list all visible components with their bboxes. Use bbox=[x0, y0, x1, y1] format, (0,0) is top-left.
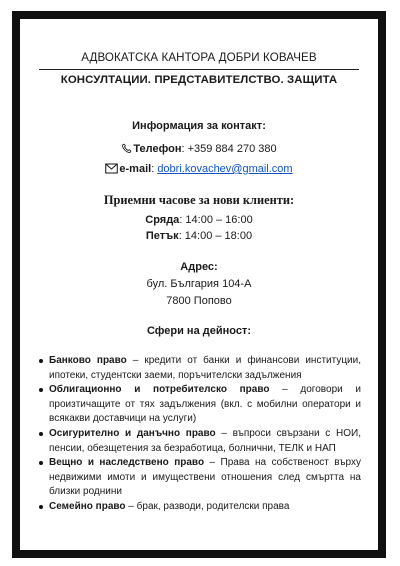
friday-hours: : 14:00 – 18:00 bbox=[178, 230, 253, 242]
list-item bbox=[39, 456, 361, 500]
phone-value: : +359 884 270 380 bbox=[181, 143, 277, 155]
phone-line bbox=[39, 143, 359, 157]
tagline: КОНСУЛТАЦИИ. ПРЕДСТАВИТЕЛСТВО. ЗАЩИТА bbox=[60, 74, 338, 86]
list-item bbox=[39, 354, 361, 383]
field-text: – кредити от банки и финансови институции, ипотеки, студентски заеми, поръчителски задължения bbox=[49, 355, 361, 381]
email-separator: : bbox=[151, 163, 158, 175]
email-line bbox=[39, 163, 359, 177]
address-heading: Адрес: bbox=[180, 261, 218, 273]
page-frame bbox=[12, 11, 386, 558]
phone-label: Телефон bbox=[133, 143, 182, 155]
wednesday-label: Сряда bbox=[145, 214, 180, 226]
field-title: Облигационно и потребителско право bbox=[49, 384, 270, 396]
fields-list bbox=[39, 354, 361, 515]
field-text: – Права на собственост върху недвижими имоти и имуществени отношения след смъртта на близки роднини bbox=[49, 457, 361, 498]
hours-heading: Приемни часове за нови клиенти: bbox=[103, 193, 295, 207]
field-title: Семейно право bbox=[49, 500, 126, 512]
firm-name: АДВОКАТСКА КАНТОРА ДОБРИ КОВАЧЕВ bbox=[81, 51, 317, 64]
field-title: Банково право bbox=[49, 355, 127, 366]
email-label: e-mail bbox=[119, 163, 152, 175]
hours-wednesday bbox=[39, 214, 359, 226]
contact-heading: Информация за контакт: bbox=[132, 120, 266, 132]
field-text: – въпроси свързани с НОИ, пенсии, обезщетения за безработица, болнични, ТЕЛК и НАП bbox=[49, 427, 361, 454]
list-item bbox=[39, 383, 361, 427]
field-title: Вещно и наследствено право bbox=[49, 457, 205, 469]
hours-friday bbox=[39, 230, 359, 242]
list-item bbox=[39, 500, 361, 515]
wednesday-hours: : 14:00 – 16:00 bbox=[179, 214, 253, 226]
header-divider bbox=[39, 69, 359, 70]
field-text: – договори и произтичащите от тях задължения (вкл. с мобилни оператори и всякакви доставчици на услуги) bbox=[49, 384, 361, 425]
field-title: Осигурително и данъчно право bbox=[49, 427, 216, 439]
field-text: – брак, разводи, родителски права bbox=[125, 500, 290, 512]
fields-heading: Сфери на дейност: bbox=[146, 325, 251, 337]
address-street: бул. България 104-А bbox=[146, 278, 252, 290]
friday-label: Петък bbox=[145, 230, 179, 242]
phone-icon bbox=[121, 143, 132, 157]
list-item bbox=[39, 427, 361, 456]
email-link[interactable]: dobri.kovachev@gmail.com bbox=[157, 163, 293, 175]
address-city: 7800 Попово bbox=[166, 295, 232, 307]
envelope-icon bbox=[105, 163, 118, 177]
